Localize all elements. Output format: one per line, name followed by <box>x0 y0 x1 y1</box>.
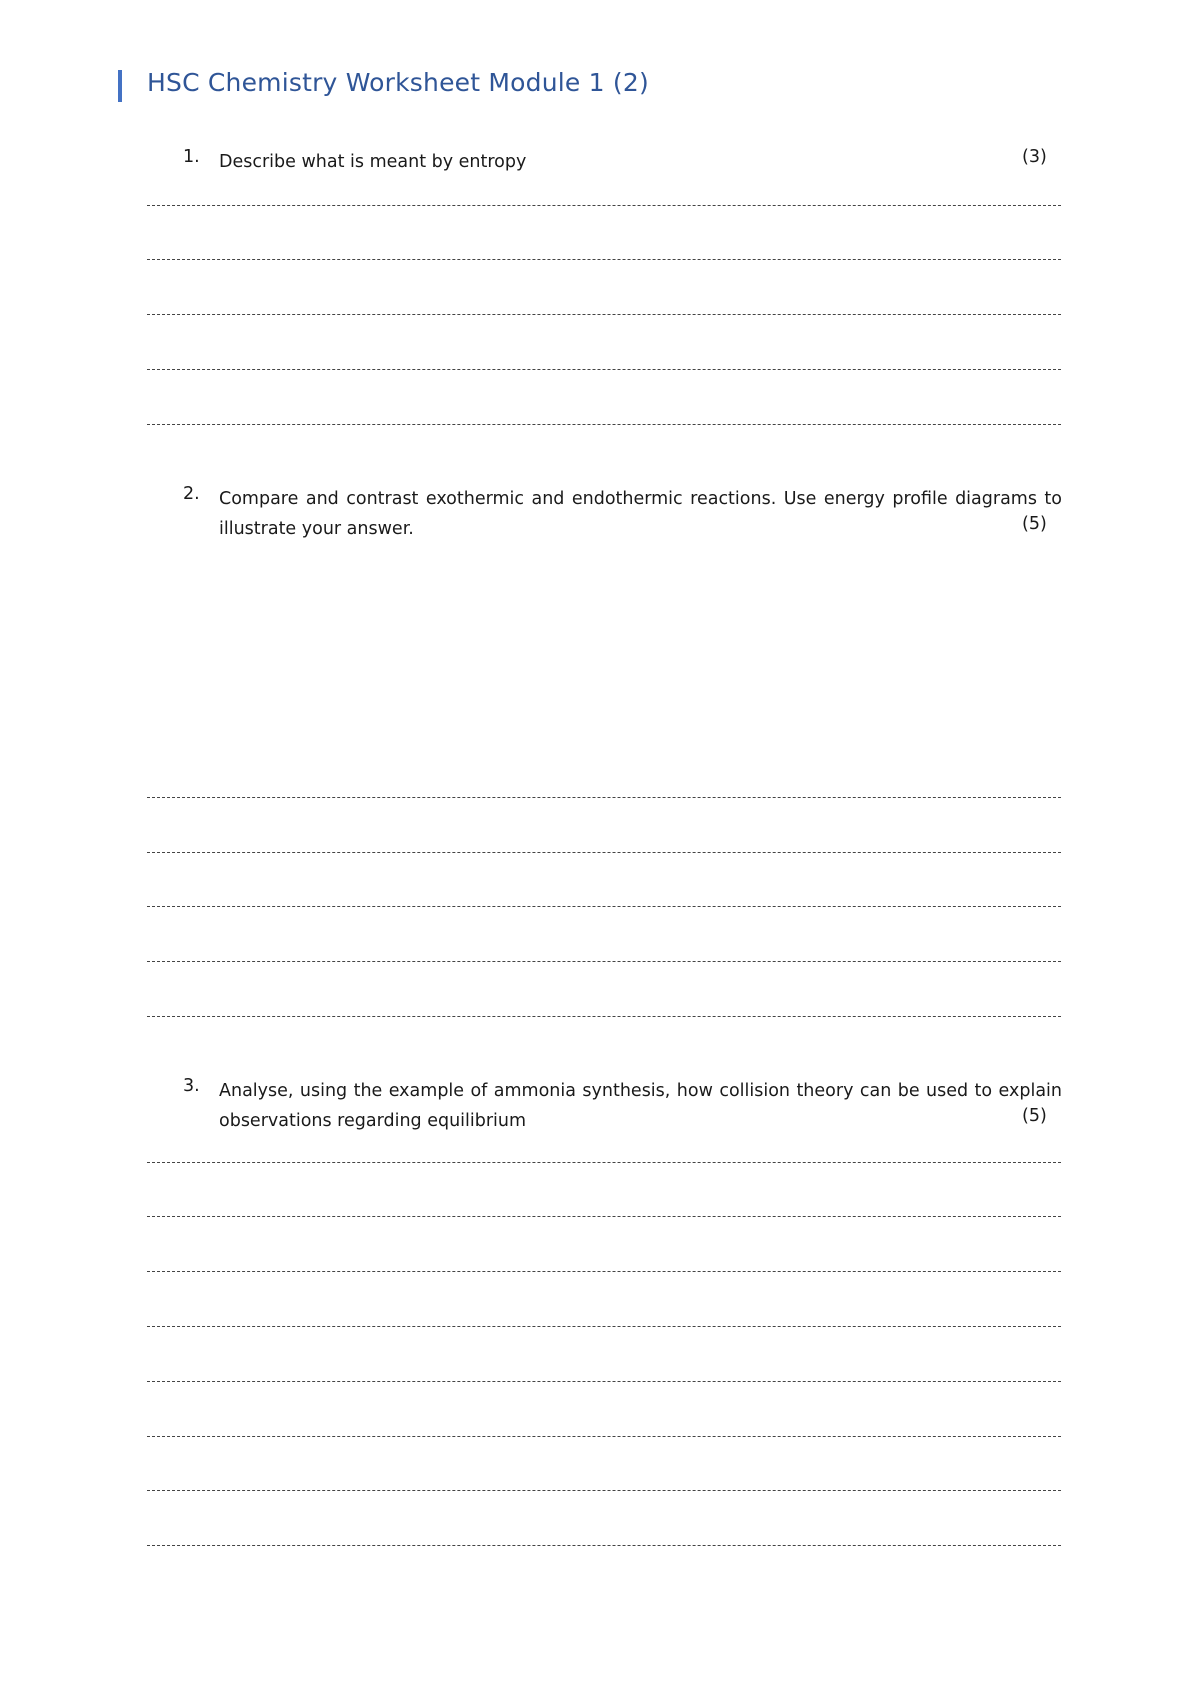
answer-line[interactable] <box>147 1436 1061 1437</box>
answer-line[interactable] <box>147 259 1061 260</box>
page-title: HSC Chemistry Worksheet Module 1 (2) <box>147 68 649 97</box>
title-accent-bar <box>118 70 122 102</box>
question-number: 2. <box>183 484 200 504</box>
answer-line[interactable] <box>147 369 1061 370</box>
question-text: Describe what is meant by entropy <box>219 152 527 172</box>
question-marks: (5) <box>1022 514 1047 534</box>
question-marks: (5) <box>1022 1106 1047 1126</box>
answer-line[interactable] <box>147 1545 1061 1546</box>
answer-line[interactable] <box>147 1016 1061 1017</box>
question-marks: (3) <box>1022 147 1047 167</box>
question-text: Analyse, using the example of ammonia synthesis, how collision theory can be used to explain observations regarding equilibrium <box>219 1081 1062 1131</box>
answer-line[interactable] <box>147 314 1061 315</box>
answer-line[interactable] <box>147 1162 1061 1163</box>
answer-line[interactable] <box>147 906 1061 907</box>
answer-line[interactable] <box>147 1271 1061 1272</box>
question-number: 1. <box>183 147 200 167</box>
answer-line[interactable] <box>147 961 1061 962</box>
answer-line[interactable] <box>147 1381 1061 1382</box>
answer-line[interactable] <box>147 1490 1061 1491</box>
answer-line[interactable] <box>147 1216 1061 1217</box>
answer-line[interactable] <box>147 852 1061 853</box>
answer-line[interactable] <box>147 797 1061 798</box>
answer-line[interactable] <box>147 1326 1061 1327</box>
answer-line[interactable] <box>147 205 1061 206</box>
question-number: 3. <box>183 1076 200 1096</box>
question-text: Compare and contrast exothermic and endothermic reactions. Use energy profile diagrams to illustrate your answer. <box>219 489 1062 539</box>
answer-line[interactable] <box>147 424 1061 425</box>
